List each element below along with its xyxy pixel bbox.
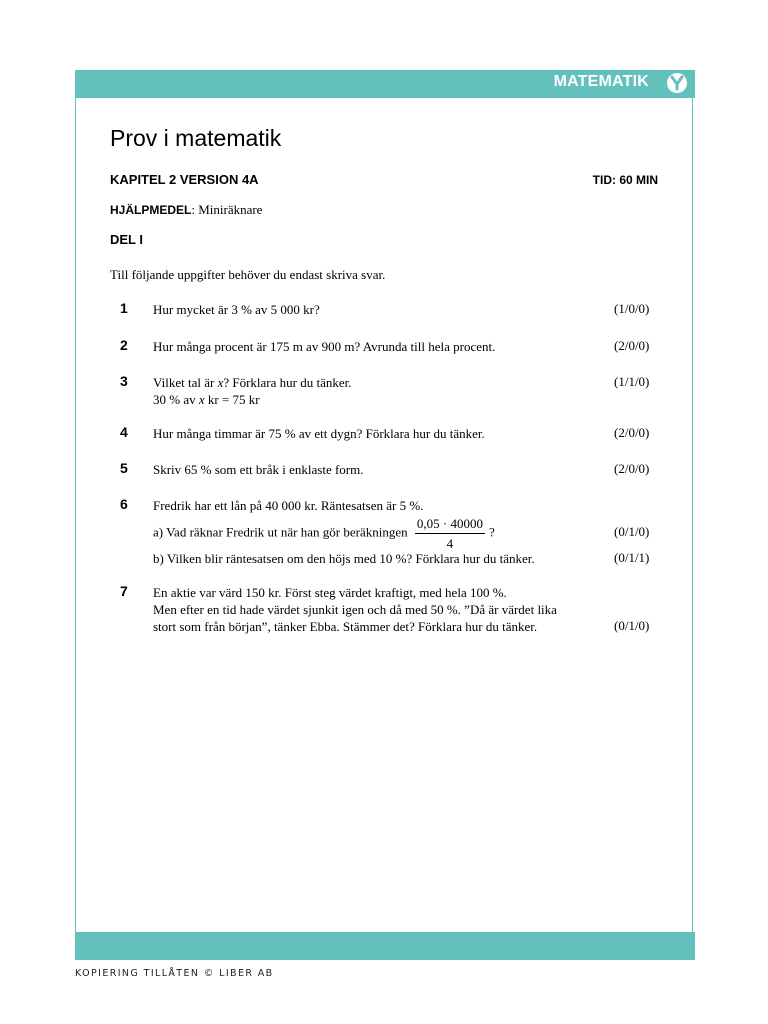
question-line: En aktie var värd 150 kr. Först steg värdet kraftigt, med hela 100 %. (153, 585, 507, 600)
question-text: Fredrik har ett lån på 40 000 kr. Räntesatsen är 5 %. (153, 498, 424, 513)
question-subpart-b: b) Vilken blir räntesatsen om den höjs med 10 %? Förklara hur du tänker. (153, 551, 535, 566)
question-number: 2 (120, 337, 128, 353)
question-text (153, 374, 352, 408)
question-text: Hur många procent är 175 m av 900 m? Avrunda till hela procent. (153, 339, 496, 354)
section-intro: Till följande uppgifter behöver du endast skriva svar. (110, 267, 386, 282)
footer-bar (75, 932, 695, 960)
aids-value: : Miniräknare (191, 202, 263, 217)
chapter-version: KAPITEL 2 VERSION 4A (110, 172, 259, 187)
question-points: (2/0/0) (614, 338, 650, 353)
question-text: Skriv 65 % som ett bråk i enklaste form. (153, 462, 364, 477)
question-subpart-a: a) Vad räknar Fredrik ut när han gör beräkningen $\frac{0,05 \cdot 40000}{4}$ ? (153, 516, 495, 551)
time-limit: TID: 60 MIN (592, 173, 658, 187)
question-points: (1/0/0) (614, 301, 650, 316)
question-text (153, 584, 557, 635)
section-title: DEL I (110, 232, 143, 247)
question-text: Hur många timmar är 75 % av ett dygn? Förklara hur du tänker. (153, 426, 485, 441)
question-number: 6 (120, 496, 128, 512)
question-number: 1 (120, 300, 128, 316)
question-points: (0/1/1) (614, 550, 650, 565)
question-line: Vilket tal är x? Förklara hur du tänker. (153, 375, 352, 390)
question-points: (1/1/0) (614, 374, 650, 389)
liber-y-logo-icon (667, 73, 687, 93)
page-title: Prov i matematik (110, 125, 282, 151)
question-points: (0/1/0) (614, 524, 650, 539)
subject-label: MATEMATIK (553, 73, 649, 90)
aids-line (110, 202, 262, 218)
fraction (415, 515, 485, 552)
question-points: (0/1/0) (614, 618, 650, 633)
fraction-denominator: 4 (446, 536, 454, 551)
question-line: Men efter en tid hade värdet sjunkit igen och då med 50 %. ”Då är värdet lika (153, 602, 557, 617)
question-number: 4 (120, 424, 128, 440)
question-text: Hur mycket är 3 % av 5 000 kr? (153, 302, 320, 317)
question-points: (2/0/0) (614, 461, 650, 476)
fraction-numerator: 0,05 · 40000 (415, 515, 485, 534)
question-number: 3 (120, 373, 128, 389)
copyright-footer: KOPIERING TILLÅTEN © LIBER AB (75, 968, 274, 979)
question-line: stort som från början”, tänker Ebba. Stämmer det? Förklara hur du tänker. (153, 619, 538, 634)
question-number: 5 (120, 460, 128, 476)
header-bar (75, 70, 695, 98)
question-equation: 30 % av x kr = 75 kr (153, 392, 260, 407)
question-points: (2/0/0) (614, 425, 650, 440)
aids-label: HJÄLPMEDEL (110, 203, 192, 217)
question-number: 7 (120, 583, 128, 599)
